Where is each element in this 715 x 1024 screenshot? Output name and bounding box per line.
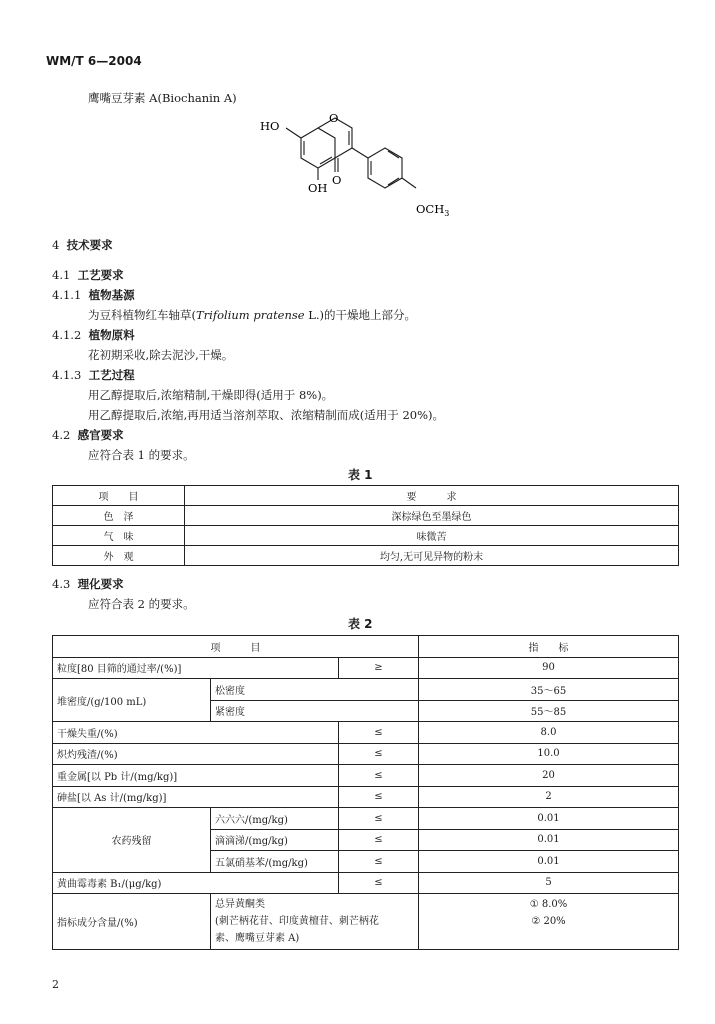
table-cell: 五氯硝基苯/(mg/kg) xyxy=(211,851,339,873)
hydroxyl-label-top: HO xyxy=(260,119,280,133)
table-cell: 干燥失重/(%) xyxy=(53,722,339,744)
table-cell: ≥ xyxy=(339,657,419,679)
marker-value-2: ② 20% xyxy=(531,916,566,927)
marker-line-2: (刺芒柄花苷、印度黄檀苷、刺芒柄花 xyxy=(215,916,379,927)
table-row xyxy=(53,786,679,808)
table-cell: ≤ xyxy=(339,722,419,744)
table-cell: 六六六/(mg/kg) xyxy=(211,808,339,830)
table-cell: 55～85 xyxy=(419,700,679,722)
section-4-1-2-text: 花初期采收,除去泥沙,干燥。 xyxy=(88,348,234,362)
table-2 xyxy=(52,635,679,950)
table-cell: 重金属[以 Pb 计/(mg/kg)] xyxy=(53,765,339,787)
section-4-1-3-line-2: 用乙醇提取后,浓缩,再用适当溶剂萃取、浓缩精制而成(适用于 20%)。 xyxy=(88,408,444,422)
table-cell: 色 泽 xyxy=(53,506,185,526)
table-row xyxy=(53,765,679,787)
table-cell: 深棕绿色至墨绿色 xyxy=(185,506,679,526)
table-cell: 均匀,无可见异物的粉末 xyxy=(185,546,679,566)
table-cell: ≤ xyxy=(339,851,419,873)
table-row xyxy=(53,526,679,546)
carbonyl-oxygen-label: O xyxy=(332,173,342,187)
hydroxyl-label-bottom: OH xyxy=(308,181,328,195)
table-cell: ≤ xyxy=(339,743,419,765)
table-cell: 粒度[80 目筛的通过率/(%)] xyxy=(53,657,339,679)
table-cell: 堆密度/(g/100 mL) xyxy=(53,679,211,722)
marker-line-1: 总异黄酮类 xyxy=(215,899,265,910)
table-cell: 0.01 xyxy=(419,829,679,851)
table-cell: 5 xyxy=(419,872,679,894)
section-4-3-heading: 4.3 理化要求 xyxy=(52,577,124,591)
table-cell: 松密度 xyxy=(211,679,419,701)
table-row xyxy=(53,679,679,701)
section-4-2-text: 应符合表 1 的要求。 xyxy=(88,448,195,462)
table-cell: 炽灼残渣/(%) xyxy=(53,743,339,765)
table-cell: 8.0 xyxy=(419,722,679,744)
marker-line-3: 素、鹰嘴豆芽素 A) xyxy=(215,933,300,944)
table-cell: ≤ xyxy=(339,786,419,808)
table-cell: 黄曲霉毒素 B₁/(μg/kg) xyxy=(53,872,339,894)
table-cell: 紧密度 xyxy=(211,700,419,722)
page-number: 2 xyxy=(52,978,59,991)
table-cell: ≤ xyxy=(339,872,419,894)
biochanin-a-structure-diagram xyxy=(258,112,480,232)
section-4-2-heading: 4.2 感官要求 xyxy=(52,428,124,442)
table-cell: 滴滴涕/(mg/kg) xyxy=(211,829,339,851)
table-row xyxy=(53,808,679,830)
section-4-1-1-heading: 4.1.1 植物基源 xyxy=(52,288,135,302)
table-cell: ≤ xyxy=(339,765,419,787)
table-cell: 指标成分含量/(%) xyxy=(53,894,211,950)
table-1-caption: 表 1 xyxy=(348,468,373,482)
section-4-heading: 4 技术要求 xyxy=(52,238,113,252)
table-row xyxy=(53,657,679,679)
table-header-cell: 指 标 xyxy=(419,636,679,658)
table-cell: 味微苦 xyxy=(185,526,679,546)
table-cell: 农药残留 xyxy=(53,808,211,873)
section-4-1-2-heading: 4.1.2 植物原料 xyxy=(52,328,135,342)
table-cell: 10.0 xyxy=(419,743,679,765)
table-cell: 90 xyxy=(419,657,679,679)
table-cell: 0.01 xyxy=(419,851,679,873)
compound-name: 鹰嘴豆芽素 A(Biochanin A) xyxy=(88,91,237,105)
table-cell: 砷盐[以 As 计/(mg/kg)] xyxy=(53,786,339,808)
section-4-1-3-line-1: 用乙醇提取后,浓缩精制,干燥即得(适用于 8%)。 xyxy=(88,388,334,402)
table-header-cell: 项 目 xyxy=(53,486,185,506)
table-cell: ≤ xyxy=(339,829,419,851)
table-row xyxy=(53,486,679,506)
table-header-cell: 项 目 xyxy=(53,636,419,658)
table-cell: 2 xyxy=(419,786,679,808)
section-4-1-heading: 4.1 工艺要求 xyxy=(52,268,124,282)
ring-oxygen-label: O xyxy=(329,112,339,125)
methoxy-label: $OCH_3$ xyxy=(416,202,450,218)
table-row xyxy=(53,546,679,566)
marker-value-1: ① 8.0% xyxy=(529,899,568,910)
section-4-1-1-text: 为豆科植物红车轴草(Trifolium pratense L.)的干燥地上部分。 xyxy=(88,308,417,322)
table-cell: ≤ xyxy=(339,808,419,830)
table-row xyxy=(53,743,679,765)
table-row xyxy=(53,636,679,658)
table-cell xyxy=(419,894,679,950)
table-2-caption: 表 2 xyxy=(348,617,373,631)
table-row xyxy=(53,506,679,526)
table-row xyxy=(53,722,679,744)
table-cell: 20 xyxy=(419,765,679,787)
table-1 xyxy=(52,485,679,566)
table-cell: 0.01 xyxy=(419,808,679,830)
document-code: WM/T 6—2004 xyxy=(46,54,142,68)
section-4-3-text: 应符合表 2 的要求。 xyxy=(88,597,195,611)
table-row xyxy=(53,894,679,950)
table-cell: 外 观 xyxy=(53,546,185,566)
table-cell xyxy=(211,894,419,950)
table-cell: 气 味 xyxy=(53,526,185,546)
table-cell: 35～65 xyxy=(419,679,679,701)
section-4-1-3-heading: 4.1.3 工艺过程 xyxy=(52,368,135,382)
table-row xyxy=(53,872,679,894)
table-header-cell: 要 求 xyxy=(185,486,679,506)
